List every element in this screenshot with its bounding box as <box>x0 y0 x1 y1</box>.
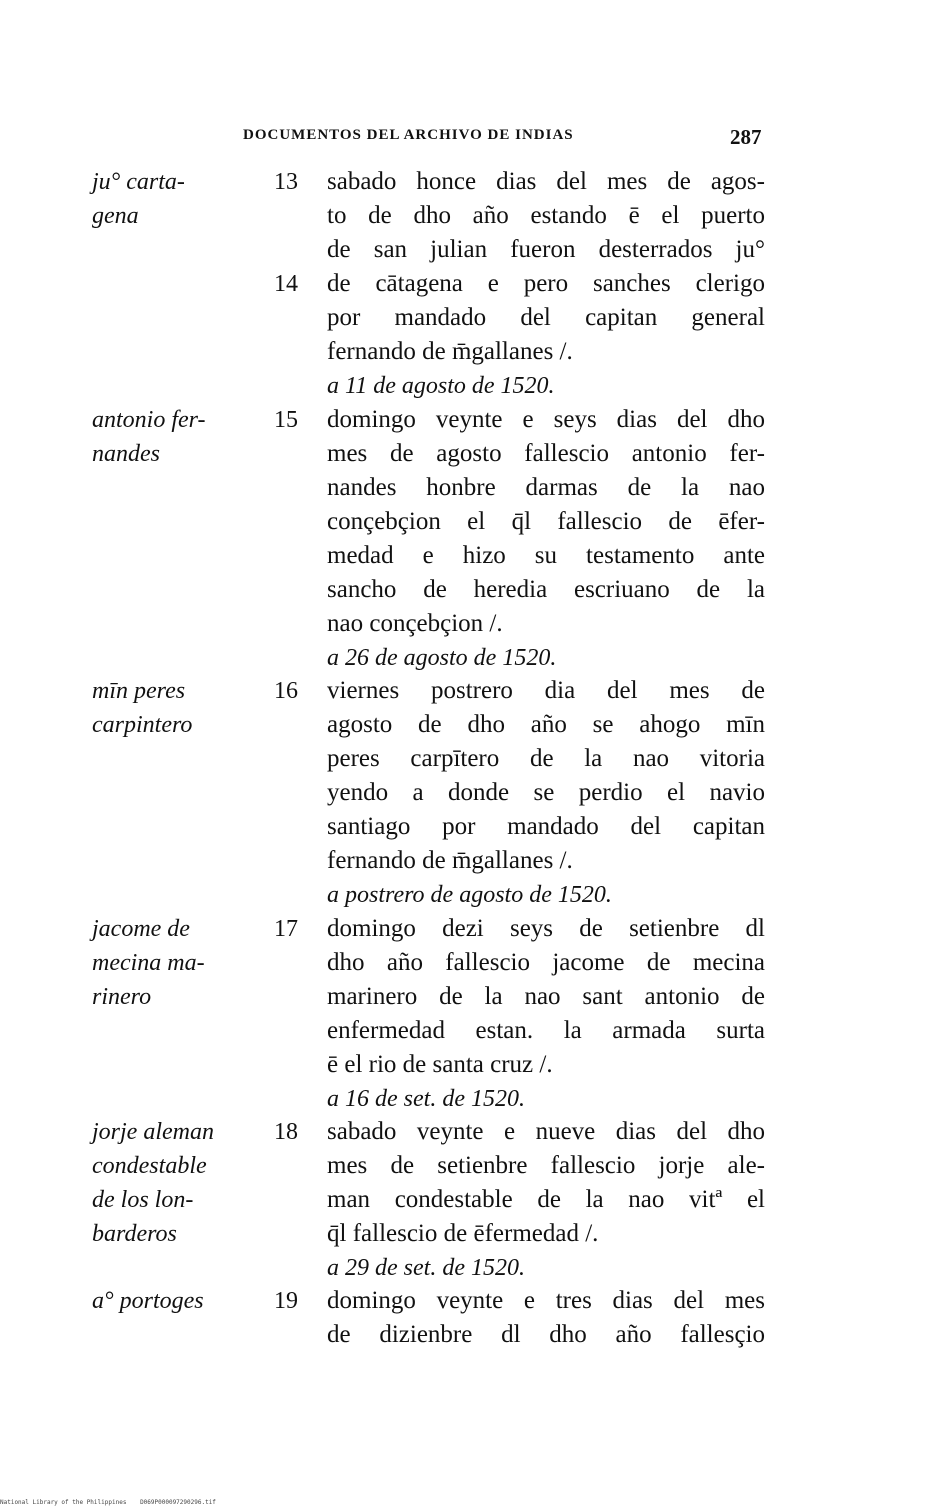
entry-date: a 29 de set. de 1520. <box>327 1255 525 1281</box>
page-number: 287 <box>730 125 762 149</box>
entry-text: viernes postrero dia del mes de agosto de dho año se ahogo mīn peres carpītero de la nao vitoria yendo a donde se perdio el navio santiago por mandado del capitan fernando de m̄gallanes /. a postrero de agosto de 1520. <box>327 674 765 912</box>
library-credit: National Library of the Philippines <box>0 1499 127 1506</box>
entry-date: a 26 de agosto de 1520. <box>327 645 557 671</box>
entry-text: domingo dezi seys de setienbre dl dho año fallescio jacome de mecina marinero de la nao sant antonio de enfermedad estan. la armada surta ē el rio de santa cruz /. a 16 de set. de 1520. <box>327 912 765 1116</box>
margin-note: antonio fer- nandes <box>92 407 206 467</box>
entry-text: domingo veynte e seys dias del dho mes de agosto fallescio antonio fer- nandes honbre darmas de la nao conçebçion el q̄l fallescio de ēfer- medad e hizo su testamento ante sancho de heredia escriuano de la nao conçebçion /. a 26 de agosto de 1520. <box>327 403 765 675</box>
entry-date: a 11 de agosto de 1520. <box>327 373 555 399</box>
entry-number: 13 <box>274 169 298 195</box>
entry-text: sabado honce dias del mes de agos- to de dho año estando ē el puerto de san julian fueron desterrados ju° de cātagena e pero sanches clerigo por mandado del capitan general fernando de m̄gallanes /. a 11 de agosto de 1520. <box>327 165 765 403</box>
entry-number: 15 <box>274 407 298 433</box>
entry-number: 17 <box>274 916 298 942</box>
entry-number: 16 <box>274 678 298 704</box>
entry-number: 18 <box>274 1119 298 1145</box>
file-name: D069P000097290296.tif <box>140 1499 216 1506</box>
entry-date: a 16 de set. de 1520. <box>327 1086 525 1112</box>
page-header <box>0 125 948 155</box>
running-head: DOCUMENTOS DEL ARCHIVO DE INDIAS <box>243 127 574 143</box>
entry-text: domingo veynte e tres dias del mes de dizienbre dl dho año fallesçio <box>327 1287 765 1348</box>
entry-number: 14 <box>274 271 298 297</box>
margin-note: ju° carta- gena <box>92 169 185 229</box>
entry-text: sabado veynte e nueve dias del dho mes de setienbre fallescio jorje ale- man condestable de la nao vitª el q̄l fallescio de ēfermedad /. a 29 de set. de 1520. <box>327 1115 765 1285</box>
margin-note: jacome de mecina ma- rinero <box>92 916 205 1010</box>
margin-note: jorje aleman condestable de los lon- barderos <box>92 1119 214 1247</box>
margin-note: a° portoges <box>92 1288 204 1314</box>
entry-date: a postrero de agosto de 1520. <box>327 882 612 908</box>
entry-number: 19 <box>274 1288 298 1314</box>
scan-footer <box>0 1499 226 1506</box>
margin-note: mīn peres carpintero <box>92 678 193 738</box>
